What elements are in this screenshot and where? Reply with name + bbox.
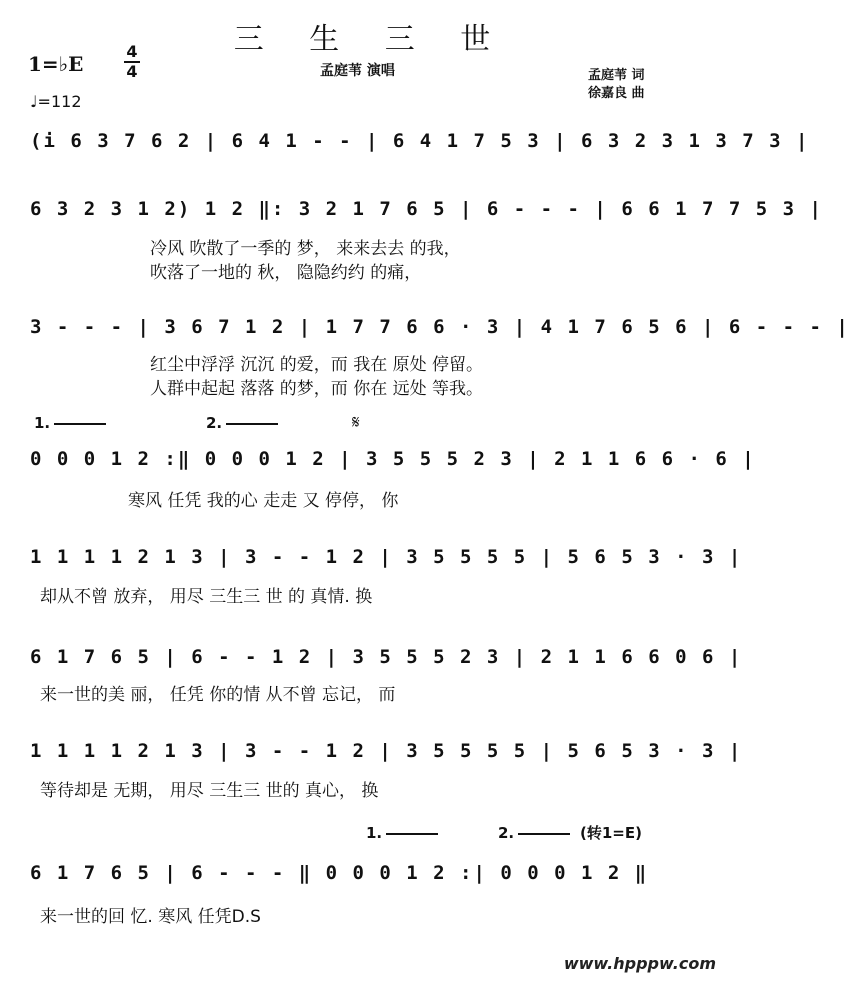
key-signature: 1=♭E bbox=[28, 52, 84, 76]
final-ending-2-bracket bbox=[498, 824, 570, 842]
notation-row-5: 1 1 1 1 2 1 3 | 3 - - 1 2 | 3 5 5 5 5 | 5 6 5 3 · 3 | bbox=[30, 546, 743, 568]
final-ending-2-label: 2. bbox=[498, 824, 515, 842]
ending-1-bracket bbox=[34, 414, 106, 432]
tempo-mark: ♩=112 bbox=[30, 92, 82, 111]
lyric-row-3-verse-2: 人群中起起 落落 的梦，而 你在 远处 等我。 bbox=[150, 379, 484, 399]
notation-row-4: 0 0 0 1 2 :‖ 0 0 0 1 2 | 3 5 5 5 2 3 | 2 1 1 6 6 · 6 | bbox=[30, 448, 756, 470]
lyric-row-4: 寒风 任凭 我的心 走走 又 停停， 你 bbox=[128, 491, 399, 511]
final-ending-1-label: 1. bbox=[366, 824, 383, 842]
site-watermark: www.hpppw.com bbox=[563, 954, 716, 973]
lyric-row-6: 来一世的美 丽， 任凭 你的情 从不曾 忘记， 而 bbox=[40, 685, 396, 705]
song-title: 三 生 三 世 bbox=[233, 22, 509, 57]
lyric-row-2-verse-2: 吹落了一地的 秋， 隐隐约约 的痛， bbox=[150, 263, 422, 283]
lyric-row-2-verse-1: 冷风 吹散了一季的 梦， 来来去去 的我， bbox=[150, 239, 461, 259]
composer-credit: 徐嘉良 曲 bbox=[588, 86, 645, 101]
time-numerator: 4 bbox=[126, 42, 138, 61]
notation-row-6: 6 1 7 6 5 | 6 - - 1 2 | 3 5 5 5 2 3 | 2 1 1 6 6 0 6 | bbox=[30, 646, 743, 668]
lyric-row-7: 等待却是 无期， 用尽 三生三 世的 真心， 换 bbox=[40, 781, 379, 801]
ending-2-label: 2. bbox=[206, 414, 223, 432]
lyric-row-8: 来一世的回 忆. 寒风 任凭D.S bbox=[40, 907, 261, 927]
ending-2-bracket bbox=[206, 414, 278, 432]
time-signature bbox=[124, 44, 140, 80]
notation-row-1: (i 6 3 7 6 2 | 6 4 1 - - | 6 4 1 7 5 3 | 6 3 2 3 1 3 7 3 | bbox=[30, 130, 810, 152]
notation-row-8: 6 1 7 6 5 | 6 - - - ‖ 0 0 0 1 2 :| 0 0 0 1 2 ‖ bbox=[30, 862, 649, 884]
ending-1-label: 1. bbox=[34, 414, 51, 432]
segno-mark: 𝄋 bbox=[352, 412, 360, 433]
lyric-row-3-verse-1: 红尘中浮浮 沉沉 的爱，而 我在 原处 停留。 bbox=[150, 355, 484, 375]
lyric-row-5: 却从不曾 放弃， 用尽 三生三 世 的 真情. 换 bbox=[40, 587, 373, 607]
final-ending-1-bracket bbox=[366, 824, 438, 842]
notation-row-3: 3 - - - | 3 6 7 1 2 | 1 7 7 6 6 · 3 | 4 1 7 6 5 6 | 6 - - - | bbox=[30, 316, 850, 338]
time-denominator: 4 bbox=[126, 62, 138, 81]
notation-row-7: 1 1 1 1 2 1 3 | 3 - - 1 2 | 3 5 5 5 5 | 5 6 5 3 · 3 | bbox=[30, 740, 743, 762]
modulation-mark: (转1=E) bbox=[580, 824, 642, 842]
notation-row-2: 6 3 2 3 1 2) 1 2 ‖: 3 2 1 7 6 5 | 6 - - - | 6 6 1 7 7 5 3 | bbox=[30, 198, 823, 220]
lyricist-credit: 孟庭苇 词 bbox=[588, 68, 645, 83]
singer-credit: 孟庭苇 演唱 bbox=[320, 63, 395, 79]
